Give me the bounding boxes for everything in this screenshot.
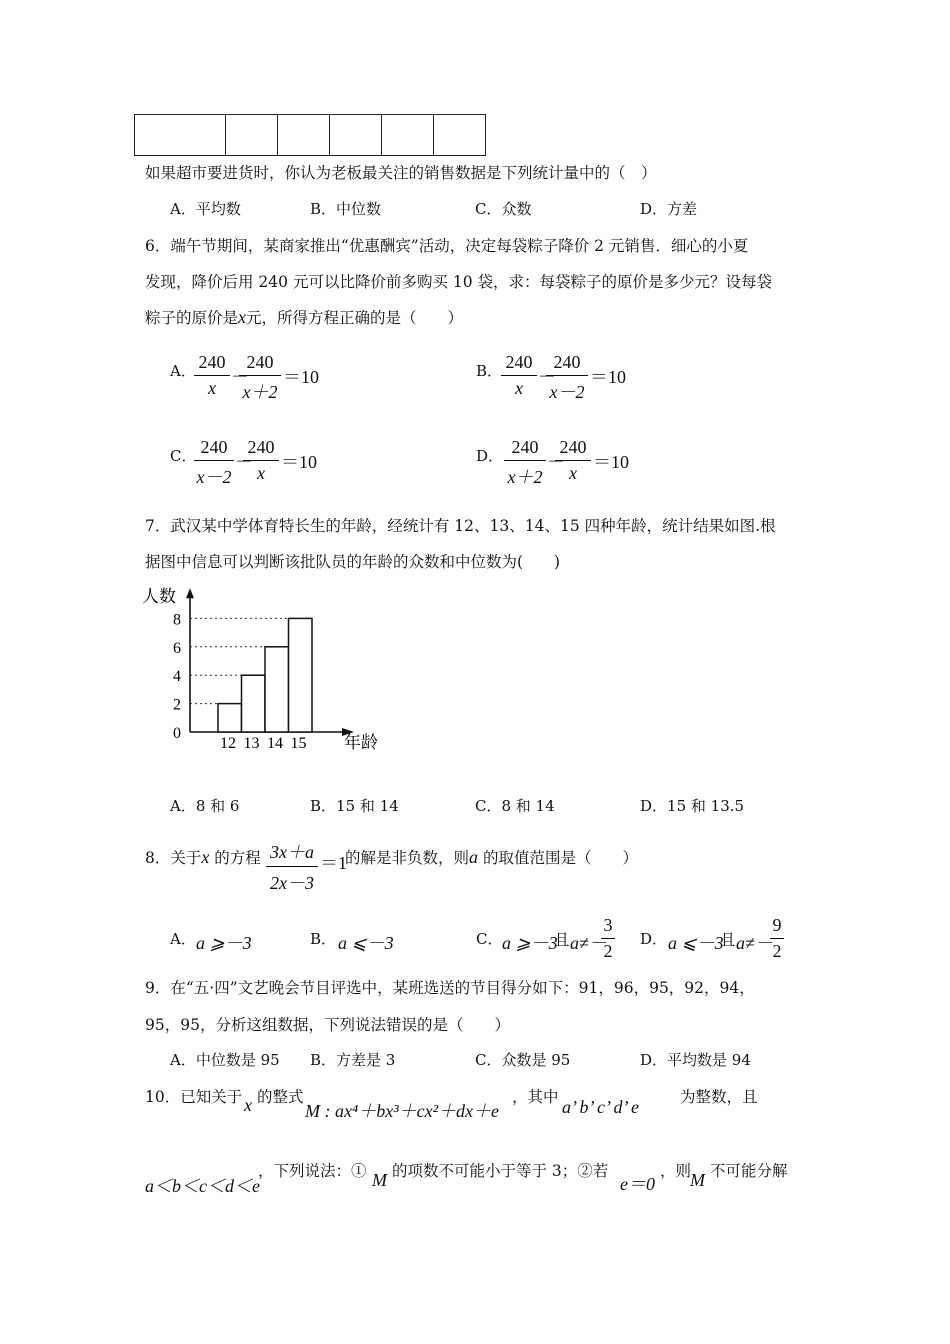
table-cell [135, 115, 226, 156]
bar-15 [289, 618, 313, 732]
q8-option-c-a: a ⩾－3 [502, 933, 558, 953]
q8-option-b: a ⩽－3 [338, 933, 394, 953]
x-axis-label: 年龄 [344, 733, 378, 752]
q6-line-1: 6．端午节期间，某商家推出“优惠酬宾”活动，决定每袋粽子降价 2 元销售．细心的小夏 [145, 237, 749, 255]
q6-b-frac-1: $\frac{240}{x}$ [501, 352, 537, 399]
x-tick-label: 15 [290, 735, 307, 752]
q7-option-c: C．8 和 14 [475, 797, 555, 815]
q9-option-c: C．众数是 95 [475, 1051, 571, 1069]
table-cell [226, 115, 278, 156]
q10-inequality: a＜b＜c＜d＜e [145, 1176, 260, 1196]
q10-var-x: x [244, 1095, 252, 1115]
q6-label-b: B． [476, 362, 503, 380]
q10-s3: ，则 [660, 1162, 692, 1180]
q8-option-d-a: a ⩽－3 [668, 933, 724, 953]
q6-b-minus: － [538, 367, 556, 387]
q5-stem: 如果超市要进货时，你认为老板最关注的销售数据是下列统计量中的（ ） [145, 164, 657, 182]
q6-label-d: D． [476, 447, 504, 465]
q10-s4: 不可能分解 [710, 1162, 788, 1180]
q6-c-frac-1: $\frac{240}{x-2}$ [194, 437, 234, 489]
q6-line-2: 发现，降价后用 240 元可以比降价前多购买 10 袋，求：每袋粽子的原价是多少元？设每袋 [145, 273, 773, 291]
table-cell [278, 115, 330, 156]
q10-m2: M [690, 1170, 705, 1190]
q7-option-b: B．15 和 14 [310, 797, 399, 815]
q10-s1: ，下列说法：① [258, 1162, 367, 1180]
bar-14 [265, 647, 289, 732]
q6-a-minus: － [231, 367, 249, 387]
q8-label-b: B． [310, 930, 337, 948]
q8-eq-one: ＝1 [320, 853, 347, 873]
q5-option-a: A．平均数 [170, 200, 241, 218]
q10-comma: ，其中 [512, 1088, 559, 1106]
q8-option-d-and: 且 [720, 931, 736, 949]
q9-line-1: 9．在“五·四”文艺晚会节目评选中，某班选送的节目得分如下：91，96，95，92，94， [145, 979, 755, 997]
q7-line-1: 7．武汉某中学体育特长生的年龄，经统计有 12、13、14、15 四种年龄，统计结果如图.根 [145, 517, 776, 535]
q10-e-zero: e＝0 [620, 1174, 655, 1194]
table-cell [330, 115, 382, 156]
q10-post: 为整数，且 [680, 1088, 758, 1106]
q6-c-eq: ＝10 [281, 452, 317, 472]
table-cell [382, 115, 434, 156]
q7-line-2: 据图中信息可以判断该批队员的年龄的众数和中位数为( ) [145, 553, 561, 571]
q8-option-d-frac: $\frac{9}{2}$ [770, 915, 784, 962]
y-tick-label: 0 [173, 725, 181, 742]
x-tick-label: 13 [243, 735, 260, 752]
q6-label-a: A． [170, 362, 196, 380]
x-tick-label: 14 [267, 735, 283, 752]
q6-d-minus: － [547, 452, 565, 472]
q8-option-c-b: a≠－ [570, 933, 607, 953]
q10-s2: 的项数不可能小于等于 3；②若 [392, 1162, 609, 1180]
x-tick-label: 12 [220, 735, 236, 752]
q10-pre: 10．已知关于 [145, 1088, 243, 1106]
q6-b-eq: ＝10 [590, 367, 626, 387]
q10-coefficients: a’ b’ c’ d’ e [562, 1097, 639, 1117]
q8-option-c-and: 且 [554, 931, 570, 949]
q6-b-frac-2: $\frac{240}{x-2}$ [546, 352, 588, 404]
q8-label-a: A． [170, 930, 196, 948]
q8-post: 的解是非负数，则a 的取值范围是（ ） [345, 847, 638, 867]
y-axis-arrow [186, 588, 194, 598]
q8-equation-frac: $\frac{3x+a}{2x-3}$ [266, 838, 318, 895]
y-tick-label: 4 [173, 668, 181, 686]
q8-label-d: D． [640, 930, 668, 948]
y-axis-label: 人数 [142, 587, 176, 606]
q9-line-2: 95，95，分析这组数据，下列说法错误的是（ ） [145, 1016, 510, 1034]
q8-label-c: C． [476, 930, 503, 948]
q8-pre: 8．关于x 的方程 [145, 847, 261, 867]
q6-d-eq: ＝10 [593, 452, 629, 472]
q6-a-frac-1: $\frac{240}{x}$ [194, 352, 230, 399]
q6-d-frac-2: $\frac{240}{x}$ [555, 437, 591, 484]
q8-option-c-frac: $\frac{3}{2}$ [601, 915, 615, 962]
bar-13 [242, 675, 266, 732]
age-bar-chart [138, 584, 398, 764]
q9-option-b: B．方差是 3 [310, 1051, 396, 1069]
y-tick-label: 6 [173, 639, 181, 657]
q9-option-d: D．平均数是 94 [640, 1051, 751, 1069]
q8-option-d-b: a≠－ [736, 933, 773, 953]
q6-line-3: 粽子的原价是x元，所得方程正确的是（ ） [145, 307, 464, 327]
q10-m1: M [372, 1170, 387, 1190]
bar-12 [218, 704, 242, 732]
q8-option-a: a ⩾－3 [196, 933, 252, 953]
q10-polynomial: M : ax⁴＋bx³＋cx²＋dx＋e [305, 1101, 499, 1121]
q5-option-b: B．中位数 [310, 200, 382, 218]
q6-a-eq: ＝10 [283, 367, 319, 387]
q9-option-a: A．中位数是 95 [170, 1051, 280, 1069]
q6-c-minus: － [235, 452, 253, 472]
q10-mid: 的整式 [257, 1088, 304, 1106]
q6-c-frac-2: $\frac{240}{x}$ [243, 437, 279, 484]
q5-option-d: D．方差 [640, 200, 698, 218]
q6-a-frac-2: $\frac{240}{x+2}$ [239, 352, 281, 404]
q7-option-a: A．8 和 6 [170, 797, 240, 815]
y-tick-label: 2 [173, 696, 181, 714]
q5-option-c: C．众数 [475, 200, 532, 218]
q7-option-d: D．15 和 13.5 [640, 797, 745, 815]
q6-d-frac-1: $\frac{240}{x+2}$ [504, 437, 546, 489]
y-tick-label: 8 [173, 611, 181, 629]
table-cell [434, 115, 486, 156]
q6-label-c: C． [170, 447, 197, 465]
frequency-table [134, 114, 486, 156]
